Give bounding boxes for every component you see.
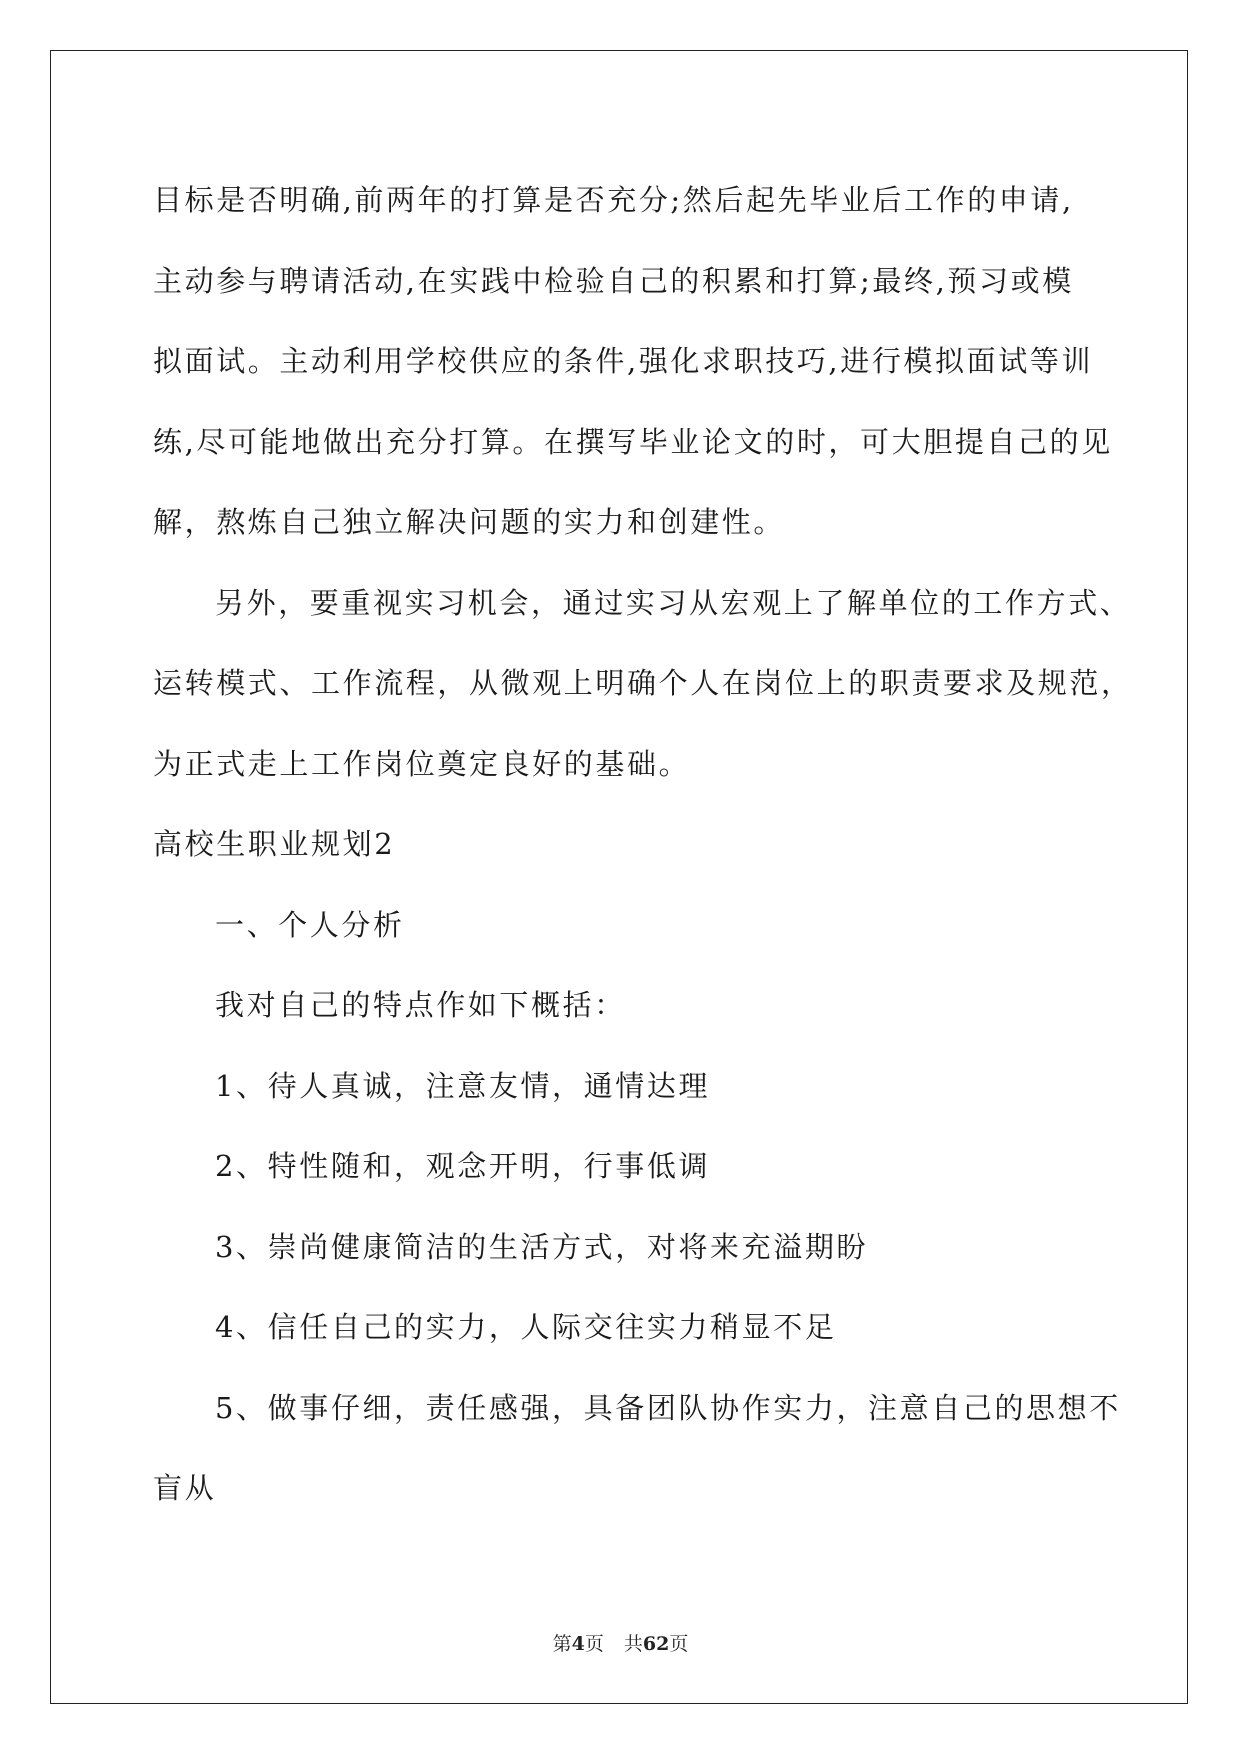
list-item: 5、做事仔细，责任感强，具备团队协作实力，注意自己的思想不 — [215, 1390, 1121, 1425]
text-line: 另外，要重视实习机会，通过实习从宏观上了解单位的工作方式、 — [215, 585, 1132, 620]
text-line: 主动参与聘请活动,在实践中检验自己的积累和打算;最终,预习或模 — [153, 263, 1074, 298]
text-line: 解，熬炼自己独立解决问题的实力和创建性。 — [153, 505, 786, 539]
text-line: 盲从 — [153, 1471, 217, 1505]
text-line: 我对自己的特点作如下概括： — [215, 988, 626, 1022]
text-line: 拟面试。主动利用学校供应的条件,强化求职技巧,进行模拟面试等训 — [153, 344, 1094, 378]
text-line: 目标是否明确,前两年的打算是否充分;然后起先毕业后工作的申请, — [153, 183, 1074, 217]
page-footer — [0, 1629, 1241, 1656]
page-suffix: 页 — [584, 1633, 604, 1655]
list-item: 1、待人真诚，注意友情，通情达理 — [215, 1068, 711, 1103]
text-line: 为正式走上工作岗位奠定良好的基础。 — [153, 746, 691, 781]
list-item: 2、特性随和，观念开明，行事低调 — [215, 1149, 711, 1183]
page-prefix: 第 — [552, 1633, 572, 1655]
total-suffix: 页 — [669, 1633, 689, 1655]
list-item: 3、崇尚健康简洁的生活方式，对将来充溢期盼 — [215, 1229, 869, 1264]
subsection-heading: 一、个人分析 — [215, 907, 405, 942]
list-item: 4、信任自己的实力，人际交往实力稍显不足 — [215, 1310, 837, 1344]
text-line: 运转模式、工作流程，从微观上明确个人在岗位上的职责要求及规范， — [153, 666, 1133, 700]
document-body — [153, 160, 1133, 1529]
page-number: 4 — [571, 1633, 585, 1655]
text-line: 练,尽可能地做出充分打算。在撰写毕业论文的时，可大胆提自己的见 — [153, 424, 1113, 459]
total-pages: 62 — [642, 1633, 670, 1655]
section-heading: 高校生职业规划2 — [153, 827, 396, 861]
total-prefix: 共 — [623, 1633, 643, 1655]
